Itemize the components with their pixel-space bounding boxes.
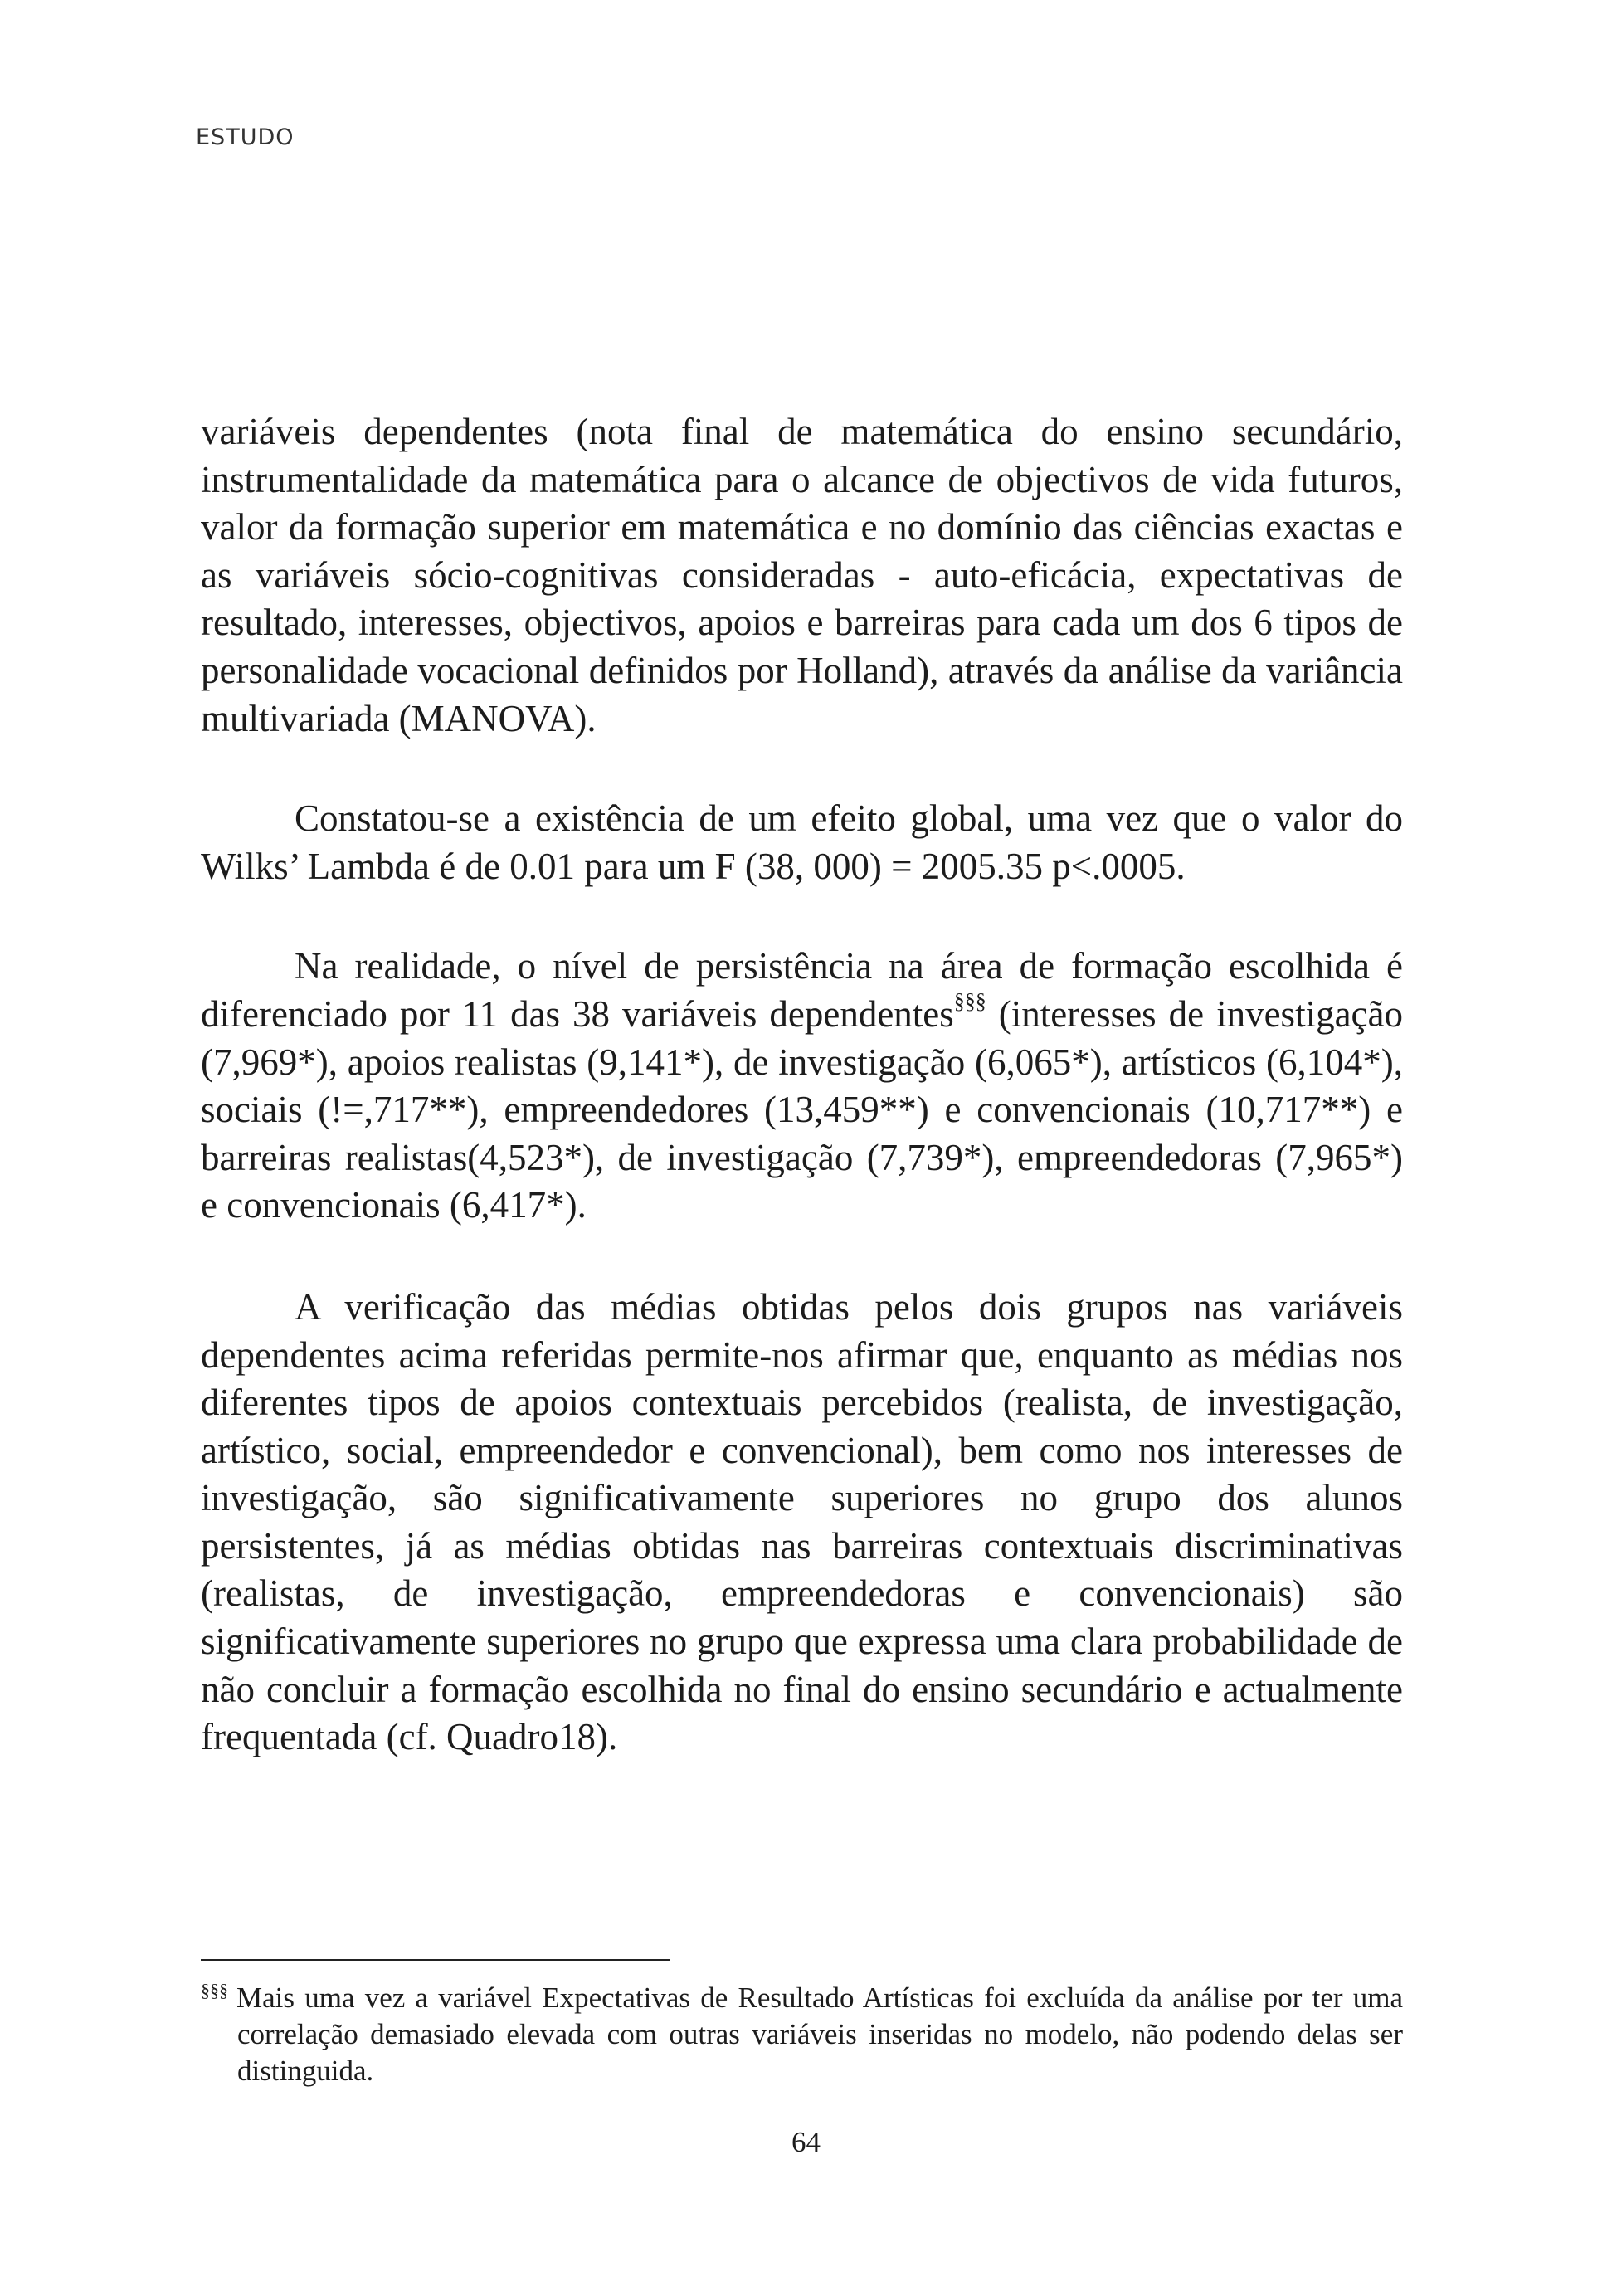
page-number: 64 (791, 2126, 821, 2158)
footnote (201, 1980, 1403, 2089)
paragraph-3-text-before: Na realidade, o nível de persistência na área de formação escolhida é diferenciado por 11 das 38 variáveis dependentes (201, 945, 1403, 1035)
footnote-separator (201, 1959, 670, 1961)
paragraph-1: variáveis dependentes (nota final de matemática do ensino secundário, instrumentalidade da matemática para o alcance de objectivos de vida futuros, valor da formação superior em matemática e no domínio das ciências exactas e as variáveis sócio-cognitivas consideradas - auto-eficácia, expectativas de resultado, interesses, objectivos, apoios e barreiras para cada um dos 6 tipos de personalidade vocacional definidos por Holland), através da análise da variância multivariada (MANOVA). (201, 411, 1403, 739)
footnote-text: Mais uma vez a variável Expectativas de Resultado Artísticas foi excluída da análise por ter uma correlação demasiado elevada com outras variáveis inseridas no modelo, não podendo delas ser distinguida. (236, 1982, 1403, 2087)
paragraph-4: A verificação das médias obtidas pelos dois grupos nas variáveis dependentes acima referidas permite-nos afirmar que, enquanto as médias nos diferentes tipos de apoios contextuais percebidos (realista, de investigação, artístico, social, empreendedor e convencional), bem como nos interesses de investigação, são significativamente superiores no grupo dos alunos persistentes, já as médias obtidas nas barreiras contextuais discriminativas (realistas, de investigação, empreendedoras e convencionais) são significativamente superiores no grupo que expressa uma clara probabilidade de não concluir a formação escolhida no final do ensino secundário e actualmente frequentada (cf. Quadro18). (201, 1285, 1403, 1758)
running-head: ESTUDO (196, 124, 295, 150)
paragraph-2: Constatou-se a existência de um efeito global, uma vez que o valor do Wilks’ Lambda é de 0.01 para um F (38, 000) = 2005.35 p<.0005. (201, 797, 1403, 887)
body-text (201, 408, 1403, 1762)
footnote-reference: §§§ (953, 988, 986, 1013)
footnote-marker: §§§ (201, 1980, 228, 2001)
paragraph-3 (201, 943, 1403, 1230)
paragraph-3-text-after: (interesses de investigação (7,969*), apoios realistas (9,141*), de investigação (6,065*), artísticos (6,104*), sociais (!=,717**), empreendedores (13,459**) e convencionais (10,717**) e barreiras realistas(4,523*), de investigação (7,739*), empreendedoras (7,965*) e convencionais (6,417*). (201, 992, 1403, 1226)
